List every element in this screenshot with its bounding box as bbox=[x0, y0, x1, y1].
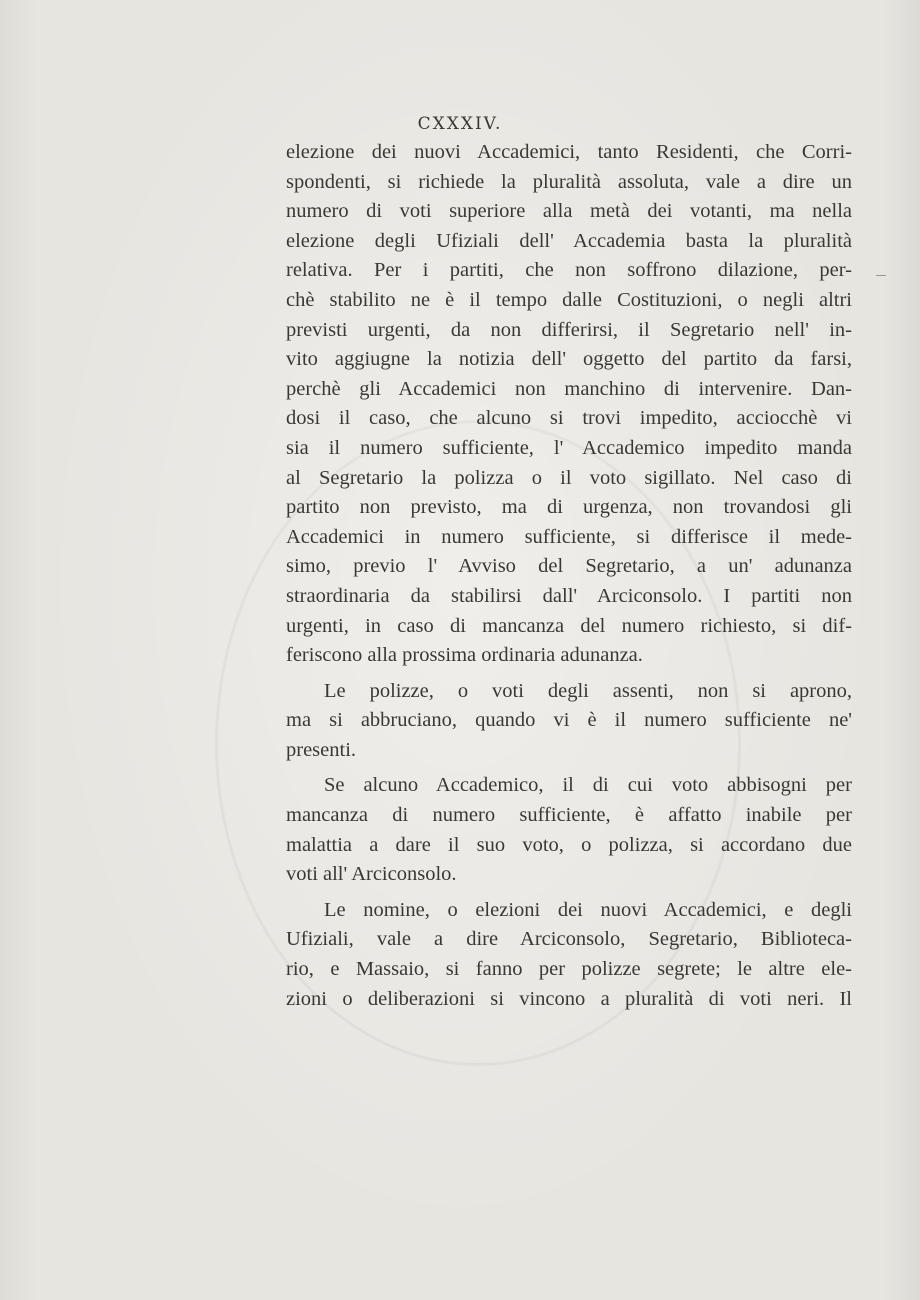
text-line: ma si abbruciano, quando vi è il numero sufficiente ne' bbox=[286, 709, 852, 732]
text-line: sia il numero sufficiente, l' Accademico impedito manda bbox=[286, 436, 852, 459]
text-line: presenti. bbox=[286, 738, 357, 761]
text-line: numero di voti superiore alla metà dei votanti, ma nella bbox=[286, 200, 852, 223]
margin-mark bbox=[876, 275, 886, 276]
text-line: Le nomine, o elezioni dei nuovi Accademici, e degli bbox=[324, 898, 852, 921]
text-line: elezione degli Ufiziali dell' Accademia basta la pluralità bbox=[286, 229, 852, 252]
text-line: feriscono alla prossima ordinaria adunanza. bbox=[286, 644, 643, 667]
text-line: voti all' Arciconsolo. bbox=[286, 863, 457, 886]
text-line: chè stabilito ne è il tempo dalle Costituzioni, o negli altri bbox=[286, 288, 852, 311]
paragraph bbox=[286, 138, 852, 671]
body-text bbox=[286, 138, 852, 1014]
text-line: Accademici in numero sufficiente, si differisce il mede- bbox=[286, 525, 852, 548]
text-line: vito aggiugne la notizia dell' oggetto del partito da farsi, bbox=[286, 348, 852, 371]
text-line: spondenti, si richiede la pluralità assoluta, vale a dire un bbox=[286, 170, 852, 193]
text-line: dosi il caso, che alcuno si trovi impedito, acciocchè vi bbox=[286, 407, 852, 430]
paragraph bbox=[286, 896, 852, 1014]
text-line: zioni o deliberazioni si vincono a pluralità di voti neri. Il bbox=[286, 987, 852, 1010]
text-line: Le polizze, o voti degli assenti, non si aprono, bbox=[324, 679, 852, 702]
text-line: elezione dei nuovi Accademici, tanto Residenti, che Corri- bbox=[286, 141, 852, 163]
text-line: partito non previsto, ma di urgenza, non trovandosi gli bbox=[286, 496, 852, 519]
text-line: simo, previo l' Avviso del Segretario, a un' adunanza bbox=[286, 555, 852, 578]
paragraph bbox=[286, 677, 852, 766]
text-line: previsti urgenti, da non differirsi, il Segretario nell' in- bbox=[286, 318, 852, 341]
text-line: mancanza di numero sufficiente, è affatto inabile per bbox=[286, 804, 852, 827]
text-line: Ufiziali, vale a dire Arciconsolo, Segretario, Biblioteca- bbox=[286, 928, 852, 951]
page-number-heading: CXXXIV. bbox=[417, 114, 503, 134]
text-line: Se alcuno Accademico, il di cui voto abbisogni per bbox=[324, 774, 852, 797]
text-line: urgenti, in caso di mancanza del numero richiesto, si dif- bbox=[286, 614, 852, 637]
text-line: al Segretario la polizza o il voto sigillato. Nel caso di bbox=[286, 466, 852, 489]
text-line: rio, e Massaio, si fanno per polizze segrete; le altre ele- bbox=[286, 958, 852, 981]
text-line: straordinaria da stabilirsi dall' Arciconsolo. I partiti non bbox=[286, 584, 852, 607]
text-line: relativa. Per i partiti, che non soffrono dilazione, per- bbox=[286, 259, 852, 282]
paragraph bbox=[286, 771, 852, 889]
text-line: malattia a dare il suo voto, o polizza, si accordano due bbox=[286, 833, 852, 856]
text-line: perchè gli Accademici non manchino di intervenire. Dan- bbox=[286, 377, 852, 400]
